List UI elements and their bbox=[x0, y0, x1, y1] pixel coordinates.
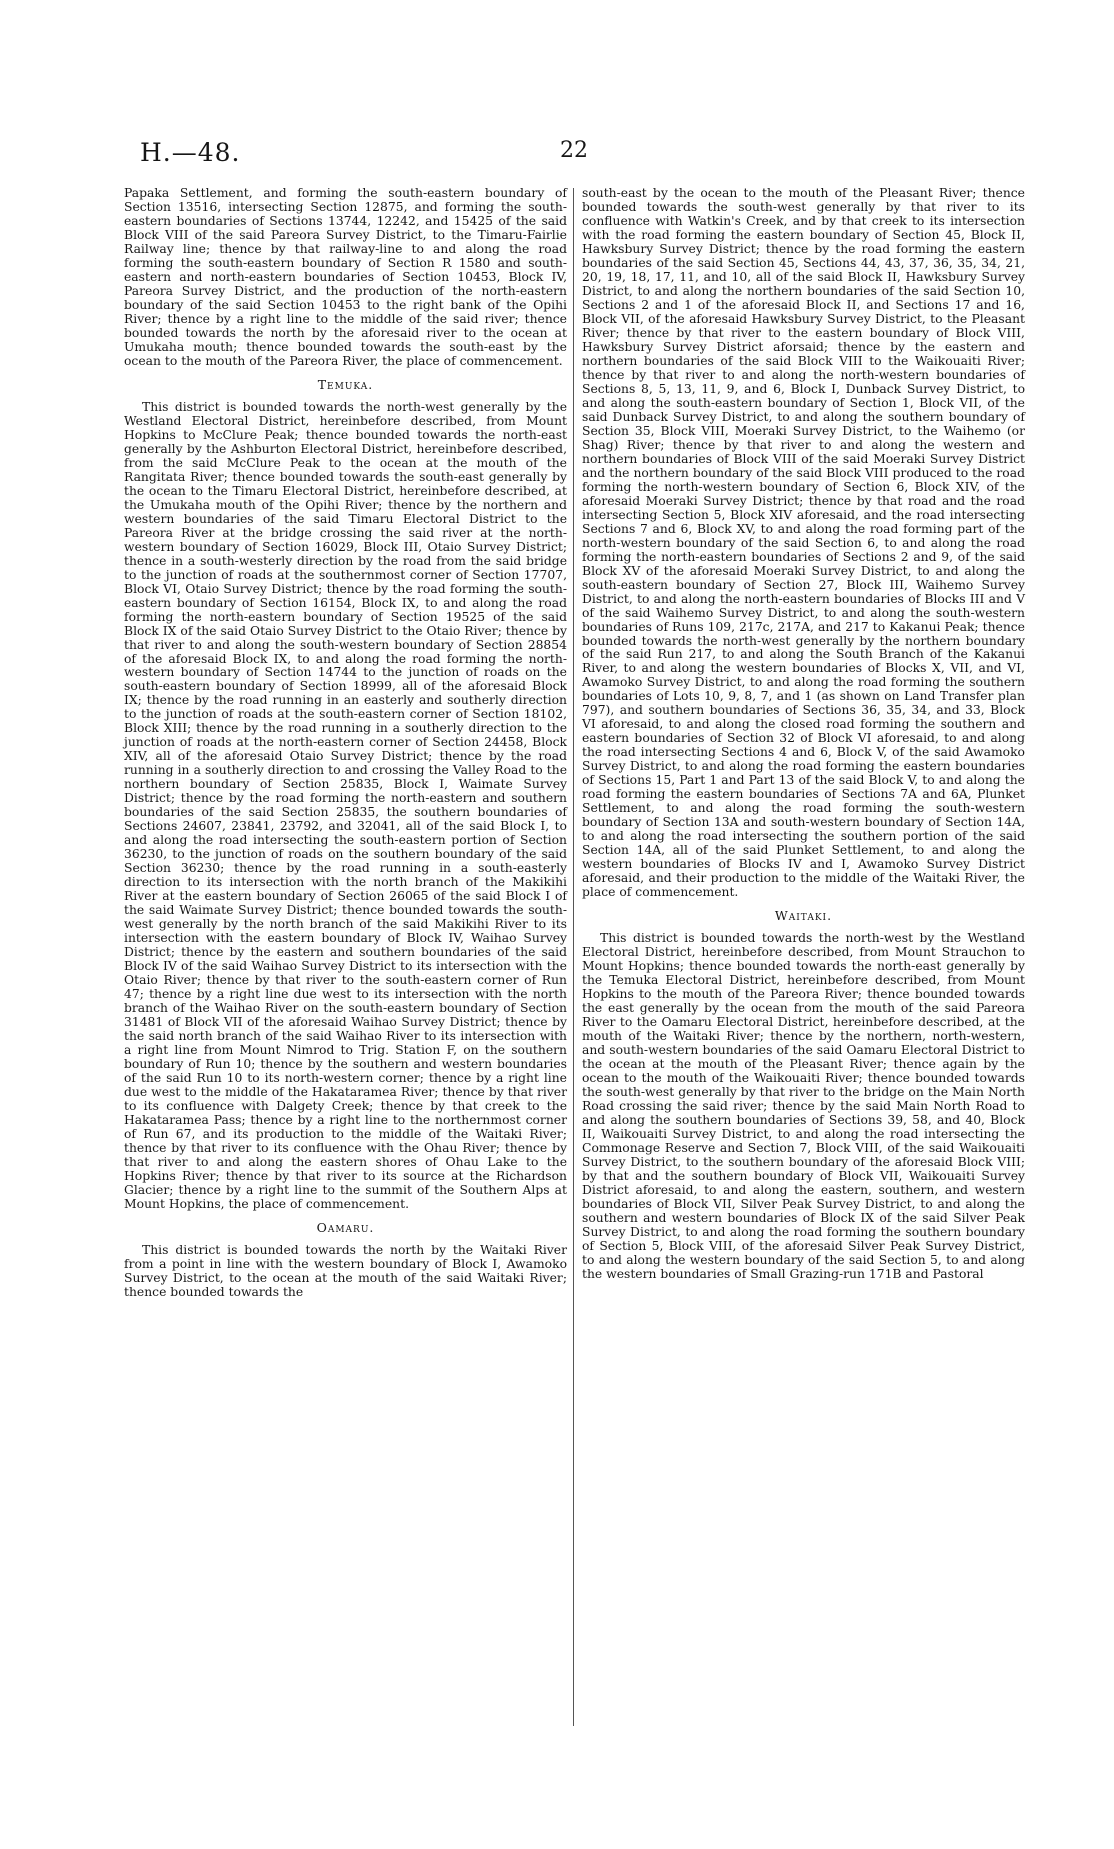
column-divider bbox=[573, 188, 574, 1726]
document-reference: H.—48. bbox=[140, 138, 241, 167]
heading-waitaki: Waitaki. bbox=[774, 908, 833, 924]
left-column bbox=[124, 186, 567, 1299]
paragraph-oamaru: This district is bounded towards the north by the Waitaki River from a point in line with the western boundary of Block I, Awamoko Survey District, to the ocean at the mouth of the said Waitaki River; thence bounded towards the bbox=[124, 1242, 567, 1299]
paragraph-temuka: This district is bounded towards the north-west generally by the Westland Electoral District, hereinbefore described, from Mount Hopkins to McClure Peak; thence bounded towards the north-east generally by the Ashburton Electoral District, hereinbefore described, from the said McClure Peak to the ocean at the mouth of the Rangitata River; thence bounded towards the south-east generally by the ocean to the Timaru Electoral District, hereinbefore described, at the Umukaha mouth of the Opihi River; thence by the northern and western boundaries of the said Timaru Electoral District to the Pareora River at the bridge crossing the said river at the north-western boundary of Section 16029, Block III, Otaio Survey District; thence in a south-westerly direction by the road from the said bridge to the junction of roads at the southernmost corner of Section 17707, Block VI, Otaio Survey District; thence by the road forming the south-eastern boundary of Section 16154, Block IX, to and along the road forming the north-eastern boundary of Section 19525 of the said Block IX of the said Otaio Survey District to the Otaio River; thence by that river to and along the south-western boundary of Section 28854 of the aforesaid Block IX, to and along the road forming the north-western boundary of Section 14744 to the junction of roads on the south-eastern boundary of Section 18999, all of the aforesaid Block IX; thence by the road running in an easterly and southerly direction to the junction of roads at the south-eastern corner of Section 18102, Block XIII; thence by the road running in a southerly direction to the junction of roads at the north-eastern corner of Section 24458, Block XIV, all of the aforesaid Otaio Survey District; thence by the road running in a southerly direction to and crossing the Valley Road to the northern boundary of Section 25835, Block I, Waimate Survey District; thence by the road forming the north-eastern and southern boundaries of the said Section 25835, the southern boundaries of Sections 24607, 23841, 23792, and 32041, all of the said Block I, to and along the road intersecting the south-eastern portion of Section 36230, to the junction of roads on the southern boundary of the said Section 36230; thence by the road running in a south-easterly direction to its intersection with the north branch of the Makikihi River at the eastern boundary of Section 26065 of the said Block I of the said Waimate Survey District; thence bounded towards the south-west generally by the north branch of the said Makikihi River to its intersection with the eastern boundary of Block IV, Waihao Survey District; thence by the eastern and southern boundaries of the said Block IV of the said Waihao Survey District to its intersection with the Otaio River; thence by that river to the south-eastern corner of Run 47; thence by a right line due west to its intersection with the north branch of the Waihao River on the south-eastern boundary of Section 31481 of Block VII of the aforesaid Waihao Survey District; thence by the said north branch of the said Waihao River to its intersection with a right line from Mount Nimrod to Trig. Station F, on the southern boundary of Run 10; thence by the southern and western boundaries of the said Run 10 to its north-western corner; thence by a right line due west to the middle of the Hakataramea River; thence by that river to its confluence with Dalgety Creek; thence by that creek to the Hakataramea Pass; thence by a right line to the northernmost corner of Run 67, and its production to the middle of the Waitaki River; thence by that river to its confluence with the Ohau River; thence by that river to and along the eastern shores of Ohau Lake to the Hopkins River; thence by that river to its source at the Richardson Glacier; thence by a right line to the summit of the Southern Alps at Mount Hopkins, the place of commencement. bbox=[124, 399, 567, 1211]
right-column bbox=[582, 186, 1025, 1281]
paragraph-oamaru-continuation: south-east by the ocean to the mouth of the Pleasant River; thence bounded towards the south-west generally by that river to its confluence with Watkin's Creek, and by that creek to its intersection with the road forming the eastern boundary of Section 45, Block II, Hawksbury Survey District; thence by the road forming the eastern boundaries of the said Section 45, Sections 44, 43, 37, 36, 35, 34, 21, 20, 19, 18, 17, 11, and 10, all of the said Block II, Hawksbury Survey District, to and along the northern boundaries of the said Section 10, Sections 2 and 1 of the aforesaid Block II, and Sections 17 and 16, Block VII, of the aforesaid Hawksbury Survey District, to the Pleasant River; thence by that river to the eastern boundary of Block VIII, Hawksbury Survey District aforsaid; thence by the eastern and northern boundaries of the said Block VIII to the Waikouaiti River; thence by that river to and along the north-western boundaries of Sections 8, 5, 13, 11, 9, and 6, Block I, Dunback Survey District, to and along the south-eastern boundary of Section 1, Block VII, of the said Dunback Survey District, to and along the southern boundary of Section 35, Block VIII, Moeraki Survey District, to the Waihemo (or Shag) River; thence by that river to and along the western and northern boundaries of Block VIII of the said Moeraki Survey District and the northern boundary of the said Block VIII produced to the road forming the north-western boundary of Section 6, Block XIV, of the aforesaid Moeraki Survey District; thence by that road and the road intersecting Section 5, Block XIV aforesaid, and the road intersecting Sections 7 and 6, Block XV, to and along the road forming part of the north-western boundary of the said Section 6, to and along the road forming the north-eastern boundaries of Sections 2 and 9, of the said Block XV of the aforesaid Moeraki Survey District, to and along the south-eastern boundary of Section 27, Block III, Waihemo Survey District, to and along the north-eastern boundaries of Blocks III and V of the said Waihemo Survey District, to and along the south-western boundaries of Runs 109, 217c, 217A, and 217 to Kakanui Peak; thence bounded towards the north-west generally by the northern boundary of the said Run 217, to and along the South Branch of the Kakanui River, to and along the western boundaries of Blocks X, VII, and VI, Awamoko Survey District, to and along the road forming the southern boundaries of Lots 10, 9, 8, 7, and 1 (as shown on Land Transfer plan 797), and southern boundaries of Sections 36, 35, 34, and 33, Block VI aforesaid, to and along the closed road forming the southern and eastern boundaries of Section 32 of Block VI aforesaid, to and along the road intersecting Sections 4 and 6, Block V, of the said Awamoko Survey District, to and along the road forming the eastern boundaries of Sections 15, Part 1 and Part 13 of the said Block V, to and along the road forming the eastern boundaries of Sections 7A and 6A, Plunket Settlement, to and along the road forming the south-western boundary of Section 13A and south-western boundary of Section 14A, to and along the road intersecting the southern portion of the said Section 14A, all of the said Plunket Settlement, to and along the western boundaries of Blocks IV and I, Awamoko Survey District aforesaid, and their production to the middle of the Waitaki River, the place of commencement. bbox=[582, 186, 1025, 900]
heading-temuka: Temuka. bbox=[317, 376, 374, 392]
page-number: 22 bbox=[560, 138, 588, 163]
paragraph-waitaki: This district is bounded towards the north-west by the Westland Electoral District, hereinbefore described, from Mount Strauchon to Mount Hopkins; thence bounded towards the north-east generally by the Temuka Electoral District, hereinbefore described, from Mount Hopkins to the mouth of the Pareora River; thence bounded towards the east generally by the ocean from the mouth of the said Pareora River to the Oamaru Electoral District, hereinbefore described, at the mouth of the Waitaki River; thence by the northern, north-western, and south-western boundaries of the said Oamaru Electoral District to the ocean at the mouth of the Pleasant River; thence again by the ocean to the mouth of the Waikouaiti River; thence bounded towards the south-west generally by that river to the bridge on the Main North Road crossing the said river; thence by the said Main North Road to and along the southern boundaries of Sections 39, 58, and 40, Block II, Waikouaiti Survey District, to and along the road intersecting the Commonage Reserve and Section 7, Block VIII, of the said Waikouaiti Survey District, to the southern boundary of the aforesaid Block VIII; by that and the southern boundary of Block VII, Waikouaiti Survey District aforesaid, to and along the eastern, southern, and western boundaries of Block VII, Silver Peak Survey District, to and along the southern and western boundaries of Block IX of the said Silver Peak Survey District, to and along the road forming the southern boundary of Section 5, Block VIII, of the aforesaid Silver Peak Survey District, to and along the western boundary of the said Section 5, to and along the western boundaries of Small Grazing-run 171B and Pastoral bbox=[582, 931, 1025, 1281]
heading-oamaru: Oamaru. bbox=[316, 1219, 375, 1235]
paragraph-papaka-continuation: Papaka Settlement, and forming the south-eastern boundary of Section 13516, intersecting Section 12875, and forming the south-eastern boundaries of Sections 13744, 12242, and 15425 of the said Block VIII of the said Pareora Survey District, to the Timaru-Fairlie Railway line; thence by that railway-line to and along the road forming the south-eastern boundary of Section R 1580 and south-eastern and north-eastern boundaries of Section 10453, Block IV, Pareora Survey District, and the production of the north-eastern boundary of the said Section 10453 to the right bank of the Opihi River; thence by a right line to the middle of the said river; thence bounded towards the north by the aforesaid river to the ocean at Umukaha mouth; thence bounded towards the south-east by the ocean to the mouth of the Pareora River, the place of commencement. bbox=[124, 186, 567, 368]
